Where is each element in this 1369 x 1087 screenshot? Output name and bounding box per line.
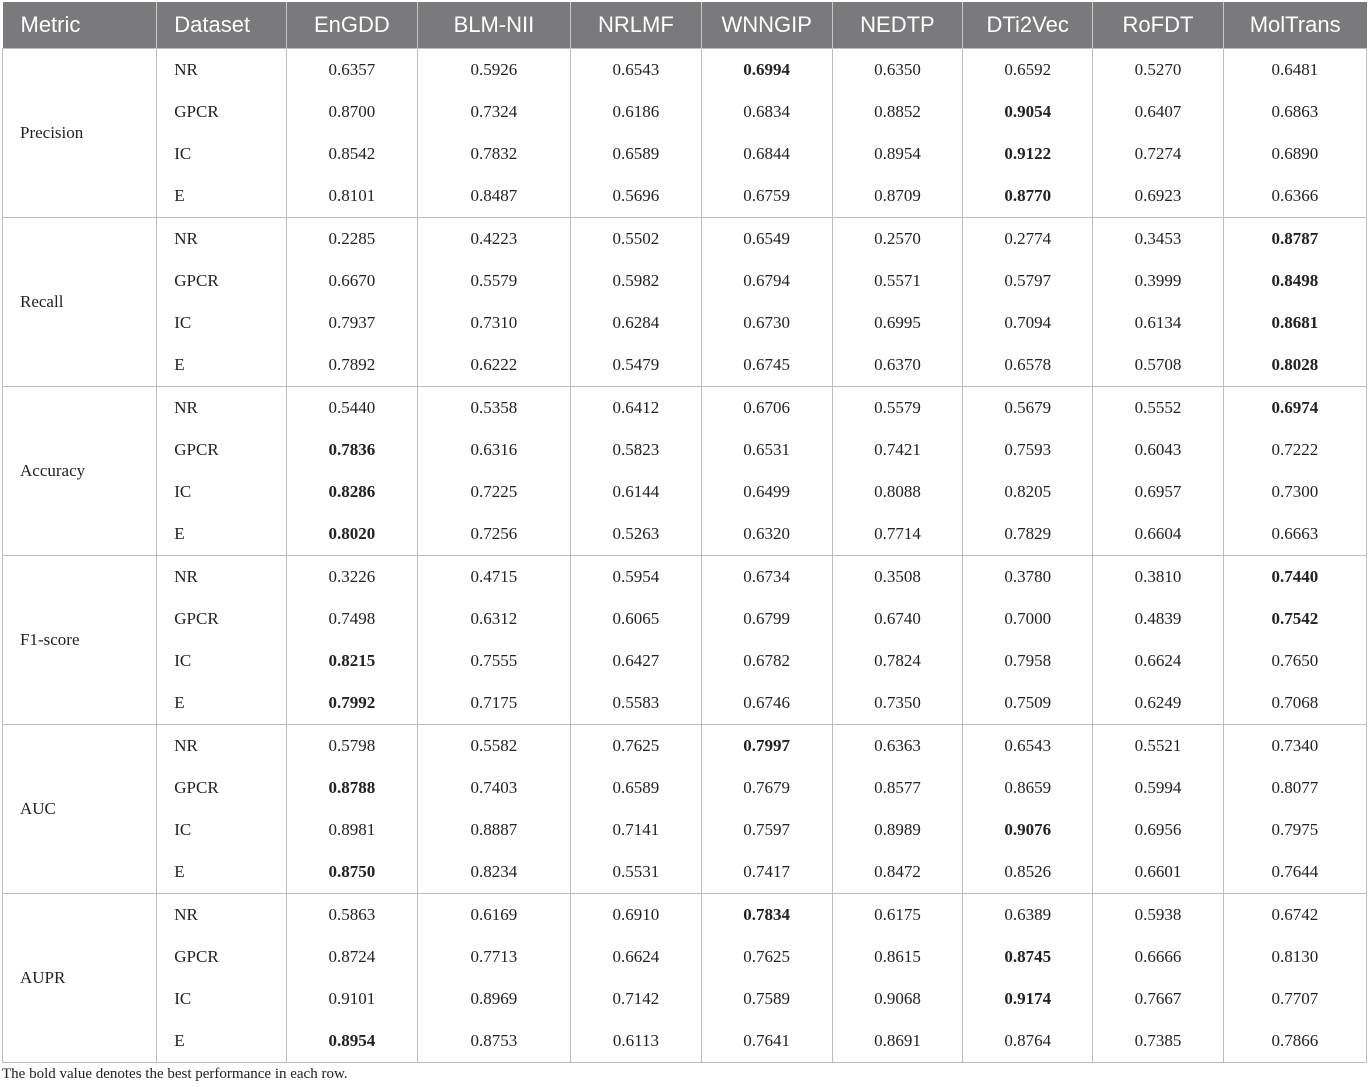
value-cell: 0.8981 [287, 809, 418, 851]
value-cell: 0.6175 [832, 894, 963, 937]
value-cell: 0.6113 [571, 1020, 702, 1063]
value-cell: 0.7142 [571, 978, 702, 1020]
value-cell: 0.8954 [832, 133, 963, 175]
value-cell: 0.7713 [417, 936, 570, 978]
value-cell: 0.6601 [1093, 851, 1224, 894]
value-cell: 0.6863 [1223, 91, 1366, 133]
dataset-label: NR [157, 894, 287, 937]
metric-label: AUPR [3, 894, 157, 1063]
table-row [3, 302, 1367, 344]
value-cell: 0.8286 [287, 471, 418, 513]
value-cell: 0.7175 [417, 682, 570, 725]
value-cell: 0.7094 [963, 302, 1093, 344]
value-cell: 0.8764 [963, 1020, 1093, 1063]
value-cell: 0.7324 [417, 91, 570, 133]
value-cell: 0.6320 [701, 513, 832, 556]
value-cell: 0.6549 [701, 218, 832, 261]
value-cell: 0.8954 [287, 1020, 418, 1063]
value-cell: 0.5823 [571, 429, 702, 471]
header-metric: Metric [3, 2, 157, 49]
value-cell: 0.8788 [287, 767, 418, 809]
value-cell: 0.5926 [417, 49, 570, 92]
value-cell: 0.5579 [417, 260, 570, 302]
results-table-container [2, 2, 1367, 1063]
value-cell: 0.5954 [571, 556, 702, 599]
value-cell: 0.7836 [287, 429, 418, 471]
value-cell: 0.7310 [417, 302, 570, 344]
value-cell: 0.6794 [701, 260, 832, 302]
dataset-label: GPCR [157, 260, 287, 302]
value-cell: 0.6043 [1093, 429, 1224, 471]
value-cell: 0.7141 [571, 809, 702, 851]
table-footnote: The bold value denotes the best performance in each row. [2, 1066, 348, 1082]
value-cell: 0.7832 [417, 133, 570, 175]
value-cell: 0.5582 [417, 725, 570, 768]
table-row [3, 175, 1367, 218]
dataset-label: NR [157, 49, 287, 92]
value-cell: 0.5938 [1093, 894, 1224, 937]
value-cell: 0.6910 [571, 894, 702, 937]
value-cell: 0.6589 [571, 767, 702, 809]
value-cell: 0.7274 [1093, 133, 1224, 175]
value-cell: 0.7350 [832, 682, 963, 725]
table-row [3, 851, 1367, 894]
value-cell: 0.9076 [963, 809, 1093, 851]
value-cell: 0.6799 [701, 598, 832, 640]
value-cell: 0.6389 [963, 894, 1093, 937]
value-cell: 0.6222 [417, 344, 570, 387]
table-row [3, 49, 1367, 92]
value-cell: 0.6407 [1093, 91, 1224, 133]
value-cell: 0.8542 [287, 133, 418, 175]
table-row [3, 936, 1367, 978]
value-cell: 0.7667 [1093, 978, 1224, 1020]
value-cell: 0.7593 [963, 429, 1093, 471]
value-cell: 0.8526 [963, 851, 1093, 894]
value-cell: 0.7625 [701, 936, 832, 978]
table-row [3, 894, 1367, 937]
value-cell: 0.8205 [963, 471, 1093, 513]
value-cell: 0.6169 [417, 894, 570, 937]
value-cell: 0.6144 [571, 471, 702, 513]
value-cell: 0.7714 [832, 513, 963, 556]
table-row [3, 1020, 1367, 1063]
value-cell: 0.6531 [701, 429, 832, 471]
value-cell: 0.7256 [417, 513, 570, 556]
value-cell: 0.6663 [1223, 513, 1366, 556]
metric-label: Recall [3, 218, 157, 387]
dataset-label: E [157, 682, 287, 725]
dataset-label: IC [157, 471, 287, 513]
table-row [3, 344, 1367, 387]
value-cell: 0.8088 [832, 471, 963, 513]
value-cell: 0.6974 [1223, 387, 1366, 430]
value-cell: 0.6481 [1223, 49, 1366, 92]
value-cell: 0.4223 [417, 218, 570, 261]
table-row [3, 682, 1367, 725]
value-cell: 0.7542 [1223, 598, 1366, 640]
table-row [3, 556, 1367, 599]
value-cell: 0.7644 [1223, 851, 1366, 894]
table-row [3, 91, 1367, 133]
value-cell: 0.6604 [1093, 513, 1224, 556]
dataset-label: IC [157, 133, 287, 175]
value-cell: 0.4715 [417, 556, 570, 599]
value-cell: 0.8615 [832, 936, 963, 978]
value-cell: 0.7892 [287, 344, 418, 387]
value-cell: 0.6957 [1093, 471, 1224, 513]
value-cell: 0.5863 [287, 894, 418, 937]
dataset-label: IC [157, 809, 287, 851]
value-cell: 0.6370 [832, 344, 963, 387]
value-cell: 0.6734 [701, 556, 832, 599]
value-cell: 0.6759 [701, 175, 832, 218]
value-cell: 0.5263 [571, 513, 702, 556]
value-cell: 0.6994 [701, 49, 832, 92]
value-cell: 0.9174 [963, 978, 1093, 1020]
value-cell: 0.6284 [571, 302, 702, 344]
value-cell: 0.7597 [701, 809, 832, 851]
value-cell: 0.8745 [963, 936, 1093, 978]
value-cell: 0.6543 [571, 49, 702, 92]
value-cell: 0.5440 [287, 387, 418, 430]
dataset-label: IC [157, 978, 287, 1020]
value-cell: 0.7440 [1223, 556, 1366, 599]
value-cell: 0.6363 [832, 725, 963, 768]
value-cell: 0.7834 [701, 894, 832, 937]
value-cell: 0.6995 [832, 302, 963, 344]
dataset-label: E [157, 851, 287, 894]
dataset-label: NR [157, 218, 287, 261]
table-row [3, 133, 1367, 175]
value-cell: 0.5358 [417, 387, 570, 430]
value-cell: 0.8028 [1223, 344, 1366, 387]
value-cell: 0.7498 [287, 598, 418, 640]
value-cell: 0.7403 [417, 767, 570, 809]
table-row [3, 218, 1367, 261]
value-cell: 0.3810 [1093, 556, 1224, 599]
value-cell: 0.6357 [287, 49, 418, 92]
value-cell: 0.3999 [1093, 260, 1224, 302]
value-cell: 0.3453 [1093, 218, 1224, 261]
value-cell: 0.8101 [287, 175, 418, 218]
value-cell: 0.3780 [963, 556, 1093, 599]
table-row [3, 809, 1367, 851]
value-cell: 0.8969 [417, 978, 570, 1020]
table-row [3, 260, 1367, 302]
results-table [2, 2, 1367, 1063]
value-cell: 0.5531 [571, 851, 702, 894]
value-cell: 0.5521 [1093, 725, 1224, 768]
value-cell: 0.7997 [701, 725, 832, 768]
value-cell: 0.7340 [1223, 725, 1366, 768]
table-row [3, 429, 1367, 471]
table-row [3, 471, 1367, 513]
value-cell: 0.5994 [1093, 767, 1224, 809]
value-cell: 0.6956 [1093, 809, 1224, 851]
dataset-label: GPCR [157, 429, 287, 471]
table-row [3, 640, 1367, 682]
value-cell: 0.6312 [417, 598, 570, 640]
dataset-label: E [157, 344, 287, 387]
header-row [3, 2, 1367, 49]
value-cell: 0.6666 [1093, 936, 1224, 978]
table-body [3, 49, 1367, 1063]
value-cell: 0.7866 [1223, 1020, 1366, 1063]
header-wnngip: WNNGIP [701, 2, 832, 49]
value-cell: 0.6316 [417, 429, 570, 471]
header-engdd: EnGDD [287, 2, 418, 49]
table-row [3, 725, 1367, 768]
value-cell: 0.7225 [417, 471, 570, 513]
value-cell: 0.3508 [832, 556, 963, 599]
value-cell: 0.9068 [832, 978, 963, 1020]
value-cell: 0.8472 [832, 851, 963, 894]
value-cell: 0.6742 [1223, 894, 1366, 937]
value-cell: 0.8077 [1223, 767, 1366, 809]
value-cell: 0.8787 [1223, 218, 1366, 261]
value-cell: 0.6844 [701, 133, 832, 175]
value-cell: 0.5479 [571, 344, 702, 387]
value-cell: 0.8020 [287, 513, 418, 556]
value-cell: 0.8681 [1223, 302, 1366, 344]
value-cell: 0.6589 [571, 133, 702, 175]
value-cell: 0.6134 [1093, 302, 1224, 344]
dataset-label: NR [157, 387, 287, 430]
value-cell: 0.8750 [287, 851, 418, 894]
dataset-label: GPCR [157, 598, 287, 640]
value-cell: 0.7625 [571, 725, 702, 768]
value-cell: 0.8700 [287, 91, 418, 133]
value-cell: 0.7937 [287, 302, 418, 344]
value-cell: 0.6412 [571, 387, 702, 430]
table-row [3, 513, 1367, 556]
value-cell: 0.6578 [963, 344, 1093, 387]
value-cell: 0.9122 [963, 133, 1093, 175]
value-cell: 0.8498 [1223, 260, 1366, 302]
value-cell: 0.6499 [701, 471, 832, 513]
value-cell: 0.5579 [832, 387, 963, 430]
value-cell: 0.7555 [417, 640, 570, 682]
value-cell: 0.7421 [832, 429, 963, 471]
value-cell: 0.8691 [832, 1020, 963, 1063]
value-cell: 0.6249 [1093, 682, 1224, 725]
value-cell: 0.7589 [701, 978, 832, 1020]
value-cell: 0.6592 [963, 49, 1093, 92]
dataset-label: IC [157, 640, 287, 682]
value-cell: 0.5552 [1093, 387, 1224, 430]
value-cell: 0.7650 [1223, 640, 1366, 682]
value-cell: 0.8577 [832, 767, 963, 809]
header-dti2vec: DTi2Vec [963, 2, 1093, 49]
value-cell: 0.7824 [832, 640, 963, 682]
value-cell: 0.3226 [287, 556, 418, 599]
table-row [3, 767, 1367, 809]
value-cell: 0.6065 [571, 598, 702, 640]
value-cell: 0.7509 [963, 682, 1093, 725]
value-cell: 0.6890 [1223, 133, 1366, 175]
value-cell: 0.6740 [832, 598, 963, 640]
table-row [3, 598, 1367, 640]
value-cell: 0.8989 [832, 809, 963, 851]
value-cell: 0.5679 [963, 387, 1093, 430]
value-cell: 0.6624 [1093, 640, 1224, 682]
metric-label: Accuracy [3, 387, 157, 556]
dataset-label: NR [157, 725, 287, 768]
metric-label: AUC [3, 725, 157, 894]
table-row [3, 978, 1367, 1020]
value-cell: 0.6730 [701, 302, 832, 344]
dataset-label: E [157, 513, 287, 556]
value-cell: 0.8887 [417, 809, 570, 851]
value-cell: 0.7385 [1093, 1020, 1224, 1063]
value-cell: 0.5571 [832, 260, 963, 302]
dataset-label: GPCR [157, 91, 287, 133]
value-cell: 0.7000 [963, 598, 1093, 640]
header-blm-nii: BLM-NII [417, 2, 570, 49]
value-cell: 0.6350 [832, 49, 963, 92]
value-cell: 0.2285 [287, 218, 418, 261]
value-cell: 0.8753 [417, 1020, 570, 1063]
value-cell: 0.7707 [1223, 978, 1366, 1020]
value-cell: 0.5696 [571, 175, 702, 218]
value-cell: 0.6624 [571, 936, 702, 978]
value-cell: 0.6366 [1223, 175, 1366, 218]
value-cell: 0.7222 [1223, 429, 1366, 471]
dataset-label: E [157, 1020, 287, 1063]
value-cell: 0.9101 [287, 978, 418, 1020]
value-cell: 0.2774 [963, 218, 1093, 261]
value-cell: 0.7068 [1223, 682, 1366, 725]
value-cell: 0.8770 [963, 175, 1093, 218]
value-cell: 0.8659 [963, 767, 1093, 809]
value-cell: 0.5798 [287, 725, 418, 768]
value-cell: 0.6834 [701, 91, 832, 133]
value-cell: 0.7641 [701, 1020, 832, 1063]
value-cell: 0.6746 [701, 682, 832, 725]
value-cell: 0.8215 [287, 640, 418, 682]
header-rofdt: RoFDT [1093, 2, 1224, 49]
value-cell: 0.5982 [571, 260, 702, 302]
value-cell: 0.6782 [701, 640, 832, 682]
value-cell: 0.7829 [963, 513, 1093, 556]
dataset-label: NR [157, 556, 287, 599]
value-cell: 0.6923 [1093, 175, 1224, 218]
metric-label: Precision [3, 49, 157, 218]
value-cell: 0.5583 [571, 682, 702, 725]
header-nrlmf: NRLMF [571, 2, 702, 49]
value-cell: 0.7975 [1223, 809, 1366, 851]
value-cell: 0.5270 [1093, 49, 1224, 92]
value-cell: 0.6706 [701, 387, 832, 430]
value-cell: 0.8487 [417, 175, 570, 218]
value-cell: 0.8852 [832, 91, 963, 133]
value-cell: 0.7958 [963, 640, 1093, 682]
value-cell: 0.7992 [287, 682, 418, 725]
value-cell: 0.7679 [701, 767, 832, 809]
value-cell: 0.6745 [701, 344, 832, 387]
header-nedtp: NEDTP [832, 2, 963, 49]
value-cell: 0.7300 [1223, 471, 1366, 513]
dataset-label: GPCR [157, 936, 287, 978]
value-cell: 0.5797 [963, 260, 1093, 302]
dataset-label: IC [157, 302, 287, 344]
value-cell: 0.7417 [701, 851, 832, 894]
value-cell: 0.9054 [963, 91, 1093, 133]
header-dataset: Dataset [157, 2, 287, 49]
value-cell: 0.8724 [287, 936, 418, 978]
value-cell: 0.8709 [832, 175, 963, 218]
value-cell: 0.8130 [1223, 936, 1366, 978]
value-cell: 0.6543 [963, 725, 1093, 768]
value-cell: 0.6186 [571, 91, 702, 133]
value-cell: 0.6427 [571, 640, 702, 682]
dataset-label: E [157, 175, 287, 218]
dataset-label: GPCR [157, 767, 287, 809]
value-cell: 0.2570 [832, 218, 963, 261]
value-cell: 0.8234 [417, 851, 570, 894]
value-cell: 0.6670 [287, 260, 418, 302]
table-row [3, 387, 1367, 430]
metric-label: F1-score [3, 556, 157, 725]
value-cell: 0.5502 [571, 218, 702, 261]
value-cell: 0.4839 [1093, 598, 1224, 640]
header-moltrans: MolTrans [1223, 2, 1366, 49]
value-cell: 0.5708 [1093, 344, 1224, 387]
